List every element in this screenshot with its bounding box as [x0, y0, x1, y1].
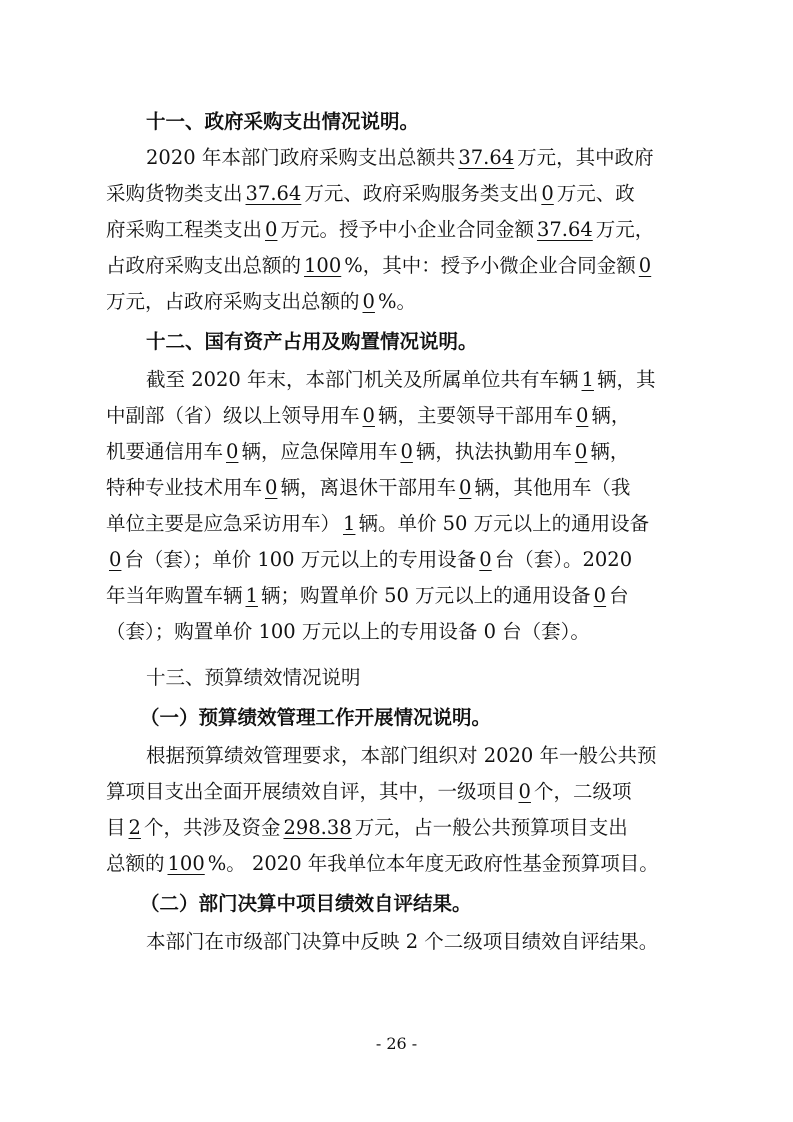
paragraph-line: 算项目支出全面开展绩效自评，其中，一级项目 0 个，二级项 [106, 780, 632, 803]
section-13-heading: 十三、预算绩效情况说明 [146, 666, 361, 689]
paragraph-line: 机要通信用车 0 辆，应急保障用车 0 辆，执法执勤用车 0 辆， [106, 440, 630, 463]
paragraph-line: 0 台（套）；单价 100 万元以上的专用设备 0 台（套）。2020 [109, 548, 633, 571]
paragraph-line: 目 2 个，共涉及资金 298.38 万元，占一般公共预算项目支出 [106, 816, 628, 839]
paragraph-line: 本部门在市级部门决算中反映 2 个二级项目绩效自评结果。 [146, 930, 659, 953]
section-11-heading: 十一、政府采购支出情况说明。 [146, 110, 420, 133]
paragraph-line: 占政府采购支出总额的 100 %，其中：授予小微企业合同金额 0 [106, 254, 652, 277]
paragraph-line: 年当年购置车辆 1 辆；购置单价 50 万元以上的通用设备 0 台 [106, 584, 629, 607]
paragraph-line: 万元，占政府采购支出总额的 0 %。 [106, 290, 416, 313]
page-number: - 26 - [375, 1034, 418, 1053]
paragraph-line: 根据预算绩效管理要求，本部门组织对 2020 年一般公共预 [146, 744, 657, 767]
paragraph-line: 2020 年本部门政府采购支出总额共 37.64 万元，其中政府 [146, 146, 654, 169]
subsection-1-heading: （一）预算绩效管理工作开展情况说明。 [140, 706, 492, 729]
paragraph-line: 府采购工程类支出 0 万元。授予中小企业合同金额 37.64 万元， [106, 218, 655, 241]
paragraph-line: 单位主要是应急采访用车） 1 辆。单价 50 万元以上的通用设备 [106, 512, 650, 535]
paragraph-line: 总额的 100 %。 2020 年我单位本年度无政府性基金预算项目。 [106, 852, 659, 875]
section-12-heading: 十二、国有资产占用及购置情况说明。 [146, 330, 478, 353]
paragraph-line: 截至 2020 年末，本部门机关及所属单位共有车辆 1 辆，其 [146, 368, 656, 391]
paragraph-line: 采购货物类支出 37.64 万元、政府采购服务类支出 0 万元、政 [106, 182, 635, 205]
paragraph-line: 中副部（省）级以上领导用车 0 辆，主要领导干部用车 0 辆， [106, 404, 631, 427]
paragraph-line: （套）；购置单价 100 万元以上的专用设备 0 台（套）。 [106, 620, 590, 643]
subsection-2-heading: （二）部门决算中项目绩效自评结果。 [140, 892, 472, 915]
paragraph-line: 特种专业技术用车 0 辆，离退休干部用车 0 辆，其他用车（我 [106, 476, 631, 499]
